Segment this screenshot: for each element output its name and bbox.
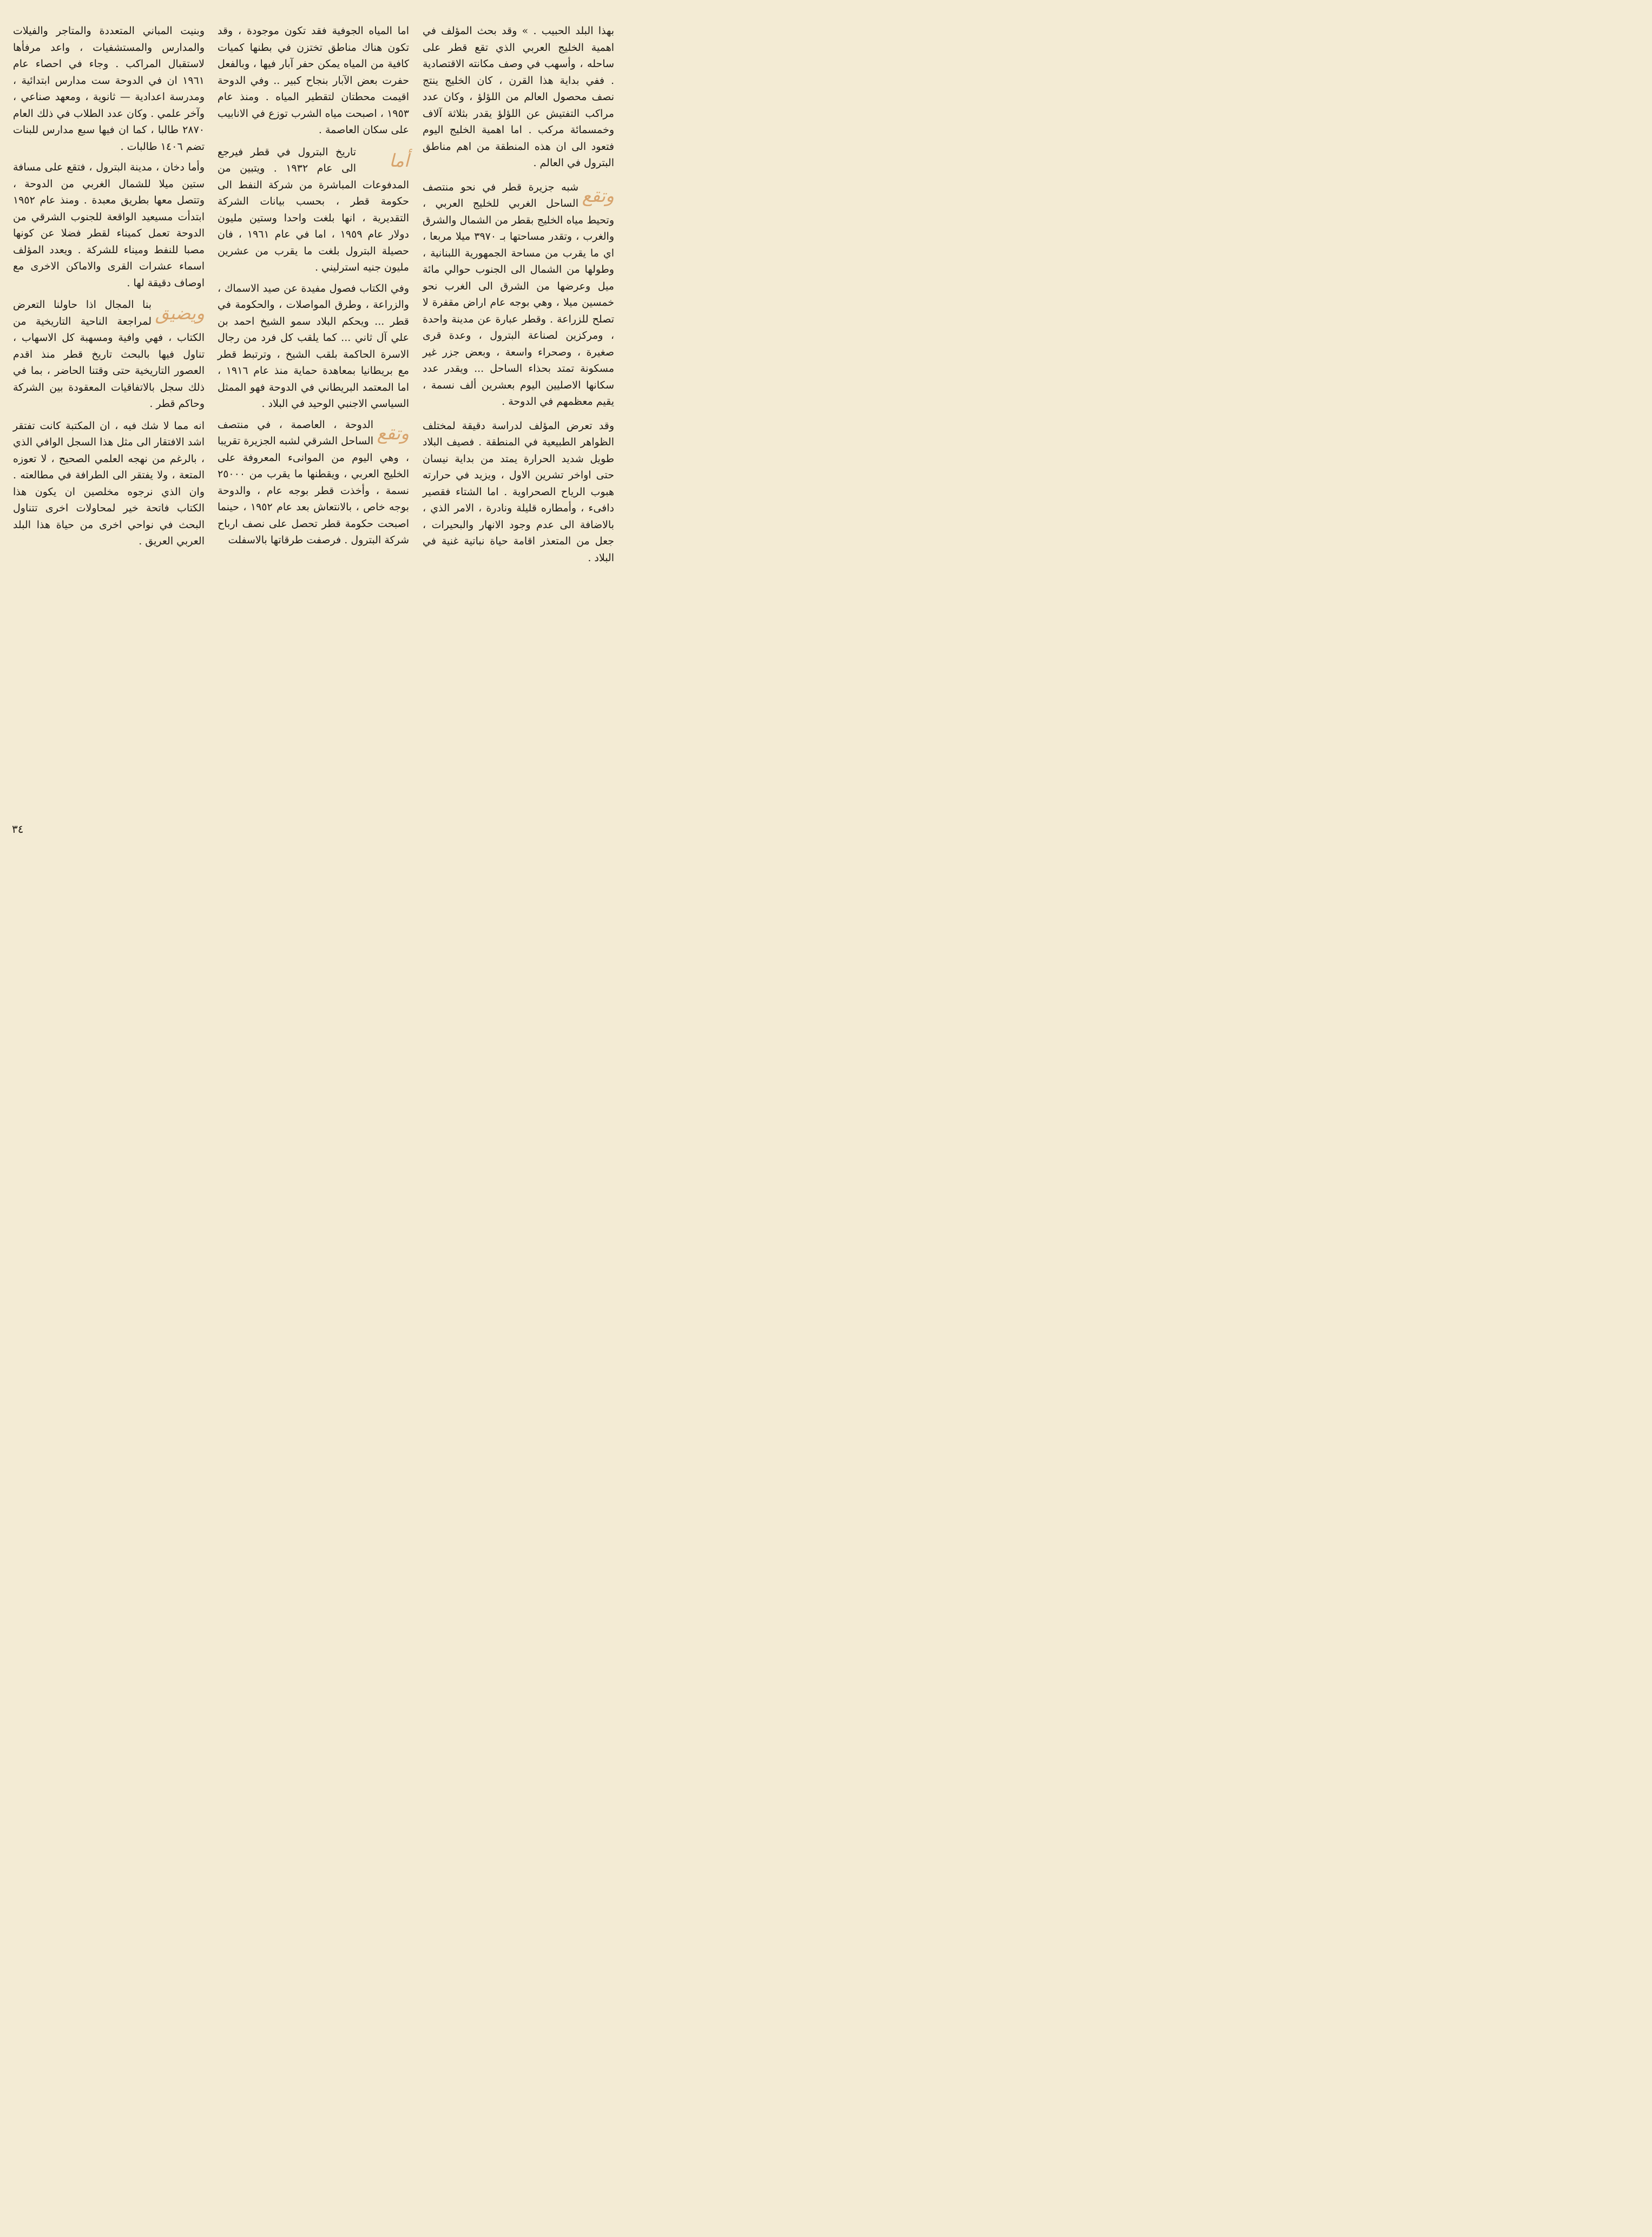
paragraph-text: وبنيت المباني المتعددة والمتاجر والفيلات والمدارس والمستشفيات ، واعد مرفأها لاستقبال المراكب . وجاء في احصاء عام ١٩٦١ ان في الدوحة ست مدارس ابتدائية ، ومدرسة اعدادية — ثانوية ، ومعهد صناعي ، وآخر علمي . وكان عدد الطلاب في ذلك العام ٢٨٧٠ طالبا ، كما ان فيها سبع مدارس للبنات تضم ١٤٠٦ طالبات . xyxy=(13,25,205,153)
magazine-page xyxy=(0,0,627,848)
paragraph-text: انه مما لا شك فيه ، ان المكتبة كانت تفتقر اشد الافتقار الى مثل هذا السجل الوافي الذي ، بالرغم من نهجه العلمي الصحيح ، لا تعوزه المتعة ، ولا يفتقر الى الطرافة في مطالعته . وان الذي نرجوه مخلصين ان يكون هذا الكتاب فاتحة خير لمحاولات اخرى تتناول البحث في نواحي اخرى من حياة هذا البلد العربي العريق . xyxy=(13,419,205,547)
paragraph xyxy=(423,179,614,410)
paragraph xyxy=(218,144,409,276)
paragraph xyxy=(13,297,205,412)
paragraph-text: بهذا البلد الحبيب . » وقد بحث المؤلف في اهمية الخليج العربي الذي تقع قطر على ساحله ، وأسهب في وصف مكانته الاقتصادية . ففي بداية هذا القرن ، كان الخليج ينتج نصف محصول العالم من اللؤلؤ ، وكان عدد مراكب التفتيش عن اللؤلؤ يقدر بثلاثة آلاف وخمسمائة مركب . اما اهمية الخليج اليوم فتعود الى ان هذه المنطقة من اهم مناطق البترول في العالم . xyxy=(423,25,614,169)
decorative-lead-word: وتقع xyxy=(377,422,409,444)
paragraph xyxy=(218,23,409,139)
paragraph xyxy=(218,280,409,412)
page-number: ٣٤ xyxy=(12,823,24,835)
paragraph xyxy=(218,417,409,549)
paragraph xyxy=(13,418,205,550)
decorative-lead-word: ويضيق xyxy=(155,302,205,324)
paragraph-text: بنا المجال اذا حاولنا التعرض لمراجعة الناحية التاريخية من الكتاب ، فهي وافية ومسهبة كل الاسهاب ، تناول فيها بالبحث تاريخ قطر منذ اقدم العصور التاريخية حتى وقتنا الحاضر ، بما في ذلك سجل بالاتفاقيات المعقودة بين الشركة وحاكم قطر . xyxy=(13,299,205,410)
paragraph xyxy=(13,23,205,155)
paragraph-text: تاريخ البترول في قطر فيرجع الى عام ١٩٣٢ . ويتبين من المدفوعات المباشرة من شركة النفط الى حكومة قطر ، بحسب بيانات الشركة التقديرية ، انها بلغت واحدا وستين مليون دولار عام ١٩٥٩ ، اما في عام ١٩٦١ ، فان حصيلة البترول بلغت ما يقرب من عشرين مليون جنيه استرليني . xyxy=(218,146,410,273)
paragraph xyxy=(423,23,614,172)
paragraph-text: الدوحة ، العاصمة ، في منتصف الساحل الشرقي لشبه الجزيرة تقريبا ، وهي اليوم من الموانىء المعروفة على الخليج العربي ، ويقطنها ما يقرب من ٢٥٠٠٠ نسمة ، وأخذت قطر بوجه عام ، والدوحة بوجه خاص ، بالانتعاش بعد عام ١٩٥٢ ، حينما اصبحت حكومة قطر تحصل على نصف ارباح شركة البترول . فرصفت طرقاتها بالاسفلت xyxy=(218,418,410,546)
paragraph-text: اما المياه الجوفية فقد تكون موجودة ، وقد تكون هناك مناطق تختزن في بطنها كميات كافية من المياه يمكن حفر آبار فيها ، وبالفعل حفرت بعض الآبار بنجاح كبير .. وفي الدوحة اقيمت محطتان لتقطير المياه . ومنذ عام ١٩٥٣ ، اصبحت مياه الشرب توزع في الانابيب على سكان العاصمة . xyxy=(218,25,409,136)
paragraph-text: شبه جزيرة قطر في نحو منتصف الساحل الغربي للخليج العربي ، وتحيط مياه الخليج بقطر من الشمال والشرق والغرب ، وتقدر مساحتها بـ ٣٩٧٠ ميلا مربعا ، اي ما يقرب من مساحة الجمهورية اللبنانية ، وطولها من الشمال الى الجنوب حوالي مائة ميل وعرضها من الشرق الى الغرب نحو خمسين ميلا ، وهي بوجه عام اراض مقفرة لا تصلح للزراعة . وقطر عبارة عن مدينة واحدة ، ومركزين لصناعة البترول ، وعدة قرى صغيرة ، وصحراء واسعة ، وبعض جزر غير مسكونة تمتد بحذاء الساحل ... ويقدر عدد سكانها الاصليين اليوم بعشرين ألف نسمة ، يقيم معظمهم في الدوحة . xyxy=(423,181,614,407)
paragraph xyxy=(13,159,205,291)
decorative-lead-word: وتقع xyxy=(582,185,614,206)
decorative-lead-word: أما xyxy=(389,149,409,171)
paragraph xyxy=(423,418,614,567)
paragraph-text: وقد تعرض المؤلف لدراسة دقيقة لمختلف الظواهر الطبيعية في المنطقة . فصيف البلاد طويل شديد الحرارة يمتد من بداية نيسان حتى اواخر تشرين الاول ، ويزيد في حرارته هبوب الرياح الصحراوية . اما الشتاء فقصير دافىء ، وأمطاره قليلة ونادرة ، الامر الذي ، بالاضافة الى عدم وجود الانهار والبحيرات ، جعل من المتعذر اقامة حياة نباتية غنية في البلاد . xyxy=(423,419,614,564)
paragraph-text: وأما دخان ، مدينة البترول ، فتقع على مسافة ستين ميلا للشمال الغربي من الدوحة ، وتتصل معها بطريق معبدة . ومنذ عام ١٩٥٢ ابتدأت مسيعيد الواقعة للجنوب الشرقي من الدوحة تعمل كميناء لقطر فضلا عن كونها مصبا للنفط وميناء للشركة . ويعدد المؤلف اسماء عشرات القرى والاماكن الاخرى مع اوصاف دقيقة لها . xyxy=(13,161,205,289)
column-left xyxy=(13,23,205,550)
column-middle xyxy=(218,23,409,549)
column-right xyxy=(423,23,614,566)
paragraph-text: وفي الكتاب فصول مفيدة عن صيد الاسماك ، والزراعة ، وطرق المواصلات ، والحكومة في قطر ... ويحكم البلاد سمو الشيخ احمد بن علي آل ثاني ... كما يلقب كل فرد من رجال الاسرة الحاكمة بلقب الشيخ ، وترتبط قطر مع بريطانيا بمعاهدة حماية منذ عام ١٩١٦ ، اما المعتمد البريطاني في الدوحة فهو الممثل السياسي الاجنبي الوحيد في البلاد . xyxy=(218,282,410,410)
